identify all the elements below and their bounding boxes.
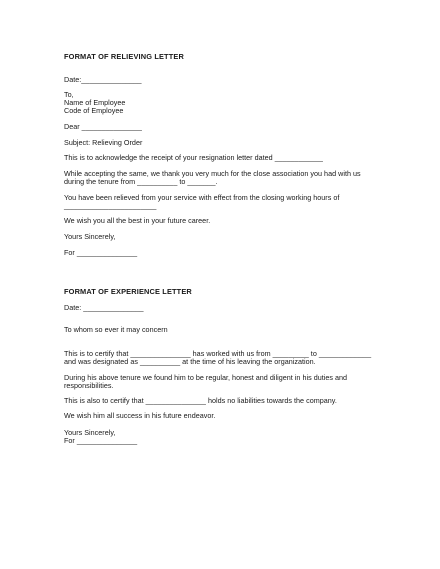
relieving-closing: Yours Sincerely, xyxy=(64,232,116,241)
relieving-for-line: For _______________ xyxy=(64,248,138,257)
experience-certify-line-1: This is to certify that _______________ has worked with us from _________ to _____________ xyxy=(64,349,372,358)
experience-letter-title: FORMAT OF EXPERIENCE LETTER xyxy=(64,287,192,296)
relieving-acknowledge-paragraph: This is to acknowledge the receipt of your resignation letter dated ____________ xyxy=(64,153,323,162)
experience-liabilities-line: This is also to certify that _______________ holds no liabilities towards the company. xyxy=(64,396,337,405)
relieving-to-line: To, xyxy=(64,90,74,99)
relieving-thanks-line-2: during the tenure from __________ to _______. xyxy=(64,177,218,186)
experience-tenure-line-2: responsibilities. xyxy=(64,381,114,390)
experience-for-line: For _______________ xyxy=(64,436,138,445)
relieving-date-line: Date:_______________ xyxy=(64,75,142,84)
experience-certify-line-2: and was designated as __________ at the time of his leaving the organization. xyxy=(64,357,316,366)
relieving-letter-title: FORMAT OF RELIEVING LETTER xyxy=(64,52,184,61)
experience-tenure-line-1: During his above tenure we found him to be regular, honest and diligent in his duties and xyxy=(64,373,348,382)
experience-whom-line: To whom so ever it may concern xyxy=(64,325,168,334)
relieving-salutation: Dear _______________ xyxy=(64,122,142,131)
experience-closing: Yours Sincerely, xyxy=(64,428,116,437)
relieving-relieved-blank: _______________________ xyxy=(64,201,157,210)
relieving-subject: Subject: Relieving Order xyxy=(64,138,143,147)
experience-date-line: Date: _______________ xyxy=(64,303,144,312)
relieving-employee-name: Name of Employee xyxy=(64,98,126,107)
experience-wish-line: We wish him all success in his future endeavor. xyxy=(64,411,216,420)
relieving-relieved-paragraph: You have been relieved from your service with effect from the closing working hours of xyxy=(64,193,340,202)
relieving-thanks-line-1: While accepting the same, we thank you very much for the close association you had with us xyxy=(64,169,361,178)
relieving-wish-line: We wish you all the best in your future career. xyxy=(64,216,211,225)
relieving-employee-code: Code of Employee xyxy=(64,106,124,115)
